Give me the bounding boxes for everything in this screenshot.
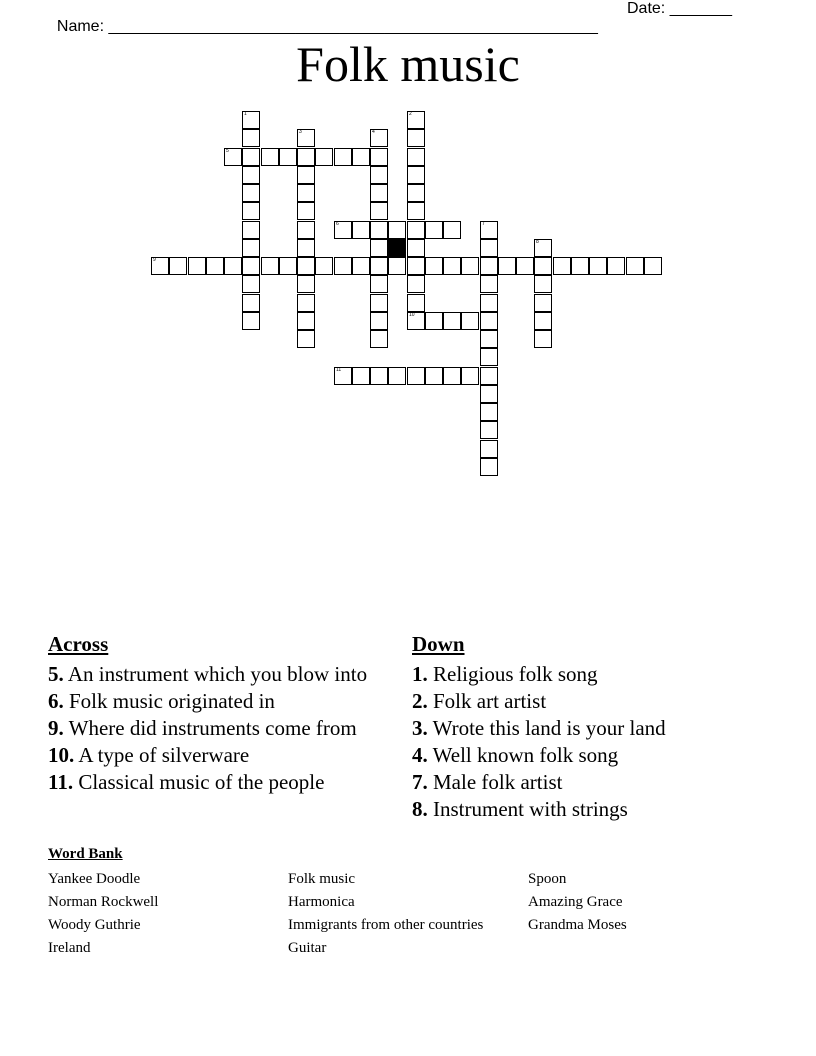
grid-cell[interactable]: [407, 257, 425, 275]
grid-cell[interactable]: [334, 257, 352, 275]
word-bank-item: Ireland: [48, 940, 91, 956]
across-heading: Across: [48, 632, 109, 656]
word-bank-item: Norman Rockwell: [48, 894, 159, 910]
clue-number: 7: [482, 221, 485, 227]
word-bank-title: Word Bank: [48, 846, 123, 862]
clue-across-5: 5. An instrument which you blow into: [48, 662, 368, 686]
grid-cell[interactable]: [443, 221, 461, 239]
clue-down-7: 7. Male folk artist: [412, 770, 563, 794]
grid-cell[interactable]: [534, 294, 552, 312]
grid-cell[interactable]: [370, 367, 388, 385]
grid-cell[interactable]: [370, 239, 388, 257]
grid-cell[interactable]: [370, 221, 388, 239]
grid-cell[interactable]: [589, 257, 607, 275]
grid-cell[interactable]: [407, 312, 425, 330]
grid-cell[interactable]: [370, 312, 388, 330]
grid-cell[interactable]: [498, 257, 516, 275]
grid-cell[interactable]: [407, 184, 425, 202]
grid-block: [388, 239, 406, 257]
word-bank-item: Folk music: [288, 871, 356, 887]
grid-cell[interactable]: [370, 148, 388, 166]
grid-cell[interactable]: [553, 257, 571, 275]
grid-cell[interactable]: [261, 148, 279, 166]
word-bank-item: Guitar: [288, 940, 327, 956]
down-clues: [412, 632, 742, 824]
grid-cell[interactable]: [480, 275, 498, 293]
grid-cell[interactable]: [461, 367, 479, 385]
grid-cell[interactable]: [242, 111, 260, 129]
grid-cell[interactable]: [407, 129, 425, 147]
clue-down-2: 2. Folk art artist: [412, 689, 547, 713]
word-bank-item: Grandma Moses: [528, 917, 627, 933]
grid-cell[interactable]: [297, 239, 315, 257]
grid-cell[interactable]: [480, 440, 498, 458]
grid-cell[interactable]: [297, 275, 315, 293]
grid-cell[interactable]: [407, 367, 425, 385]
clue-number: 4: [372, 129, 375, 135]
grid-cell[interactable]: [407, 202, 425, 220]
grid-cell[interactable]: [224, 148, 242, 166]
grid-cell[interactable]: [242, 275, 260, 293]
grid-cell[interactable]: [443, 257, 461, 275]
grid-cell[interactable]: [297, 312, 315, 330]
grid-cell[interactable]: [370, 166, 388, 184]
grid-cell[interactable]: [480, 294, 498, 312]
grid-cell[interactable]: [425, 367, 443, 385]
grid-cell[interactable]: [480, 330, 498, 348]
grid-cell[interactable]: [480, 458, 498, 476]
grid-cell[interactable]: [334, 148, 352, 166]
word-bank-column: [528, 868, 768, 937]
down-heading: Down: [412, 632, 465, 656]
grid-cell[interactable]: [297, 294, 315, 312]
word-bank-item: Woody Guthrie: [48, 917, 141, 933]
grid-cell[interactable]: [443, 312, 461, 330]
grid-cell[interactable]: [480, 348, 498, 366]
grid-cell[interactable]: [206, 257, 224, 275]
grid-cell[interactable]: [407, 148, 425, 166]
grid-cell[interactable]: [370, 330, 388, 348]
grid-cell[interactable]: [242, 294, 260, 312]
grid-cell[interactable]: [242, 257, 260, 275]
word-bank-item: Immigrants from other countries: [288, 917, 484, 933]
clue-across-9: 9. Where did instruments come from: [48, 716, 357, 740]
grid-cell[interactable]: [297, 221, 315, 239]
grid-cell[interactable]: [151, 257, 169, 275]
clue-number: 10: [409, 312, 415, 318]
grid-cell[interactable]: [370, 202, 388, 220]
name-field[interactable]: Name: _______________________________________________________: [56, 18, 598, 35]
grid-cell[interactable]: [242, 166, 260, 184]
grid-cell[interactable]: [388, 221, 406, 239]
grid-cell[interactable]: [388, 257, 406, 275]
grid-cell[interactable]: [242, 221, 260, 239]
grid-cell[interactable]: [388, 367, 406, 385]
clue-number: 3: [299, 129, 302, 135]
word-bank-item: Amazing Grace: [528, 894, 623, 910]
clue-number: 2: [409, 111, 412, 117]
clue-across-6: 6. Folk music originated in: [48, 689, 275, 713]
clue-across-10: 10. A type of silverware: [48, 743, 250, 767]
grid-cell[interactable]: [334, 221, 352, 239]
grid-cell[interactable]: [242, 202, 260, 220]
grid-cell[interactable]: [370, 257, 388, 275]
grid-cell[interactable]: [407, 239, 425, 257]
grid-cell[interactable]: [480, 257, 498, 275]
grid-cell[interactable]: [607, 257, 625, 275]
grid-cell[interactable]: [242, 239, 260, 257]
grid-cell[interactable]: [242, 129, 260, 147]
grid-cell[interactable]: [242, 312, 260, 330]
clue-number: 6: [336, 221, 339, 227]
grid-cell[interactable]: [352, 257, 370, 275]
word-bank-item: Spoon: [528, 871, 567, 887]
across-clues: [48, 632, 378, 797]
grid-cell[interactable]: [480, 421, 498, 439]
word-bank-column: [48, 868, 288, 960]
grid-cell[interactable]: [534, 312, 552, 330]
clue-number: 8: [536, 239, 539, 245]
clue-number: 11: [336, 367, 342, 373]
grid-cell[interactable]: [461, 312, 479, 330]
word-bank-item: Yankee Doodle: [48, 871, 141, 887]
grid-cell[interactable]: [352, 148, 370, 166]
grid-cell[interactable]: [534, 257, 552, 275]
grid-cell[interactable]: [480, 312, 498, 330]
grid-cell[interactable]: [297, 202, 315, 220]
grid-cell[interactable]: [370, 275, 388, 293]
grid-cell[interactable]: [334, 367, 352, 385]
clue-down-8: 8. Instrument with strings: [412, 797, 628, 821]
grid-cell[interactable]: [407, 221, 425, 239]
grid-cell[interactable]: [279, 148, 297, 166]
clue-down-3: 3. Wrote this land is your land: [412, 716, 666, 740]
grid-cell[interactable]: [297, 148, 315, 166]
grid-cell[interactable]: [480, 221, 498, 239]
grid-cell[interactable]: [279, 257, 297, 275]
grid-cell[interactable]: [534, 330, 552, 348]
grid-cell[interactable]: [425, 257, 443, 275]
clue-across-11: 11. Classical music of the people: [48, 770, 325, 794]
grid-cell[interactable]: [443, 367, 461, 385]
word-bank-column: [288, 868, 528, 960]
grid-cell[interactable]: [480, 239, 498, 257]
grid-cell[interactable]: [370, 129, 388, 147]
grid-cell[interactable]: [407, 294, 425, 312]
grid-cell[interactable]: [297, 166, 315, 184]
grid-cell[interactable]: [480, 385, 498, 403]
grid-cell[interactable]: [352, 367, 370, 385]
date-field[interactable]: Date: _______: [627, 0, 732, 17]
grid-cell[interactable]: [315, 257, 333, 275]
grid-cell[interactable]: [297, 257, 315, 275]
grid-cell[interactable]: [425, 312, 443, 330]
grid-cell[interactable]: [571, 257, 589, 275]
grid-cell[interactable]: [297, 129, 315, 147]
grid-cell[interactable]: [626, 257, 644, 275]
grid-cell[interactable]: [297, 330, 315, 348]
clue-number: 1: [244, 111, 247, 117]
grid-cell[interactable]: [370, 184, 388, 202]
grid-cell[interactable]: [534, 275, 552, 293]
clue-number: 9: [153, 257, 156, 263]
clue-number: 5: [226, 148, 229, 154]
grid-cell[interactable]: [352, 221, 370, 239]
clue-down-4: 4. Well known folk song: [412, 743, 619, 767]
grid-cell[interactable]: [242, 184, 260, 202]
grid-cell[interactable]: [480, 367, 498, 385]
grid-cell[interactable]: [644, 257, 662, 275]
grid-cell[interactable]: [480, 403, 498, 421]
grid-cell[interactable]: [516, 257, 534, 275]
grid-cell[interactable]: [407, 111, 425, 129]
clue-down-1: 1. Religious folk song: [412, 662, 598, 686]
grid-cell[interactable]: [297, 184, 315, 202]
grid-cell[interactable]: [242, 148, 260, 166]
grid-cell[interactable]: [370, 294, 388, 312]
word-bank-item: Harmonica: [288, 894, 355, 910]
grid-cell[interactable]: [407, 275, 425, 293]
grid-cell[interactable]: [407, 166, 425, 184]
grid-cell[interactable]: [261, 257, 279, 275]
grid-cell[interactable]: [315, 148, 333, 166]
grid-cell[interactable]: [534, 239, 552, 257]
grid-cell[interactable]: [188, 257, 206, 275]
grid-cell[interactable]: [461, 257, 479, 275]
grid-cell[interactable]: [425, 221, 443, 239]
grid-cell[interactable]: [169, 257, 187, 275]
grid-cell[interactable]: [224, 257, 242, 275]
page-title: Folk music: [296, 36, 520, 92]
